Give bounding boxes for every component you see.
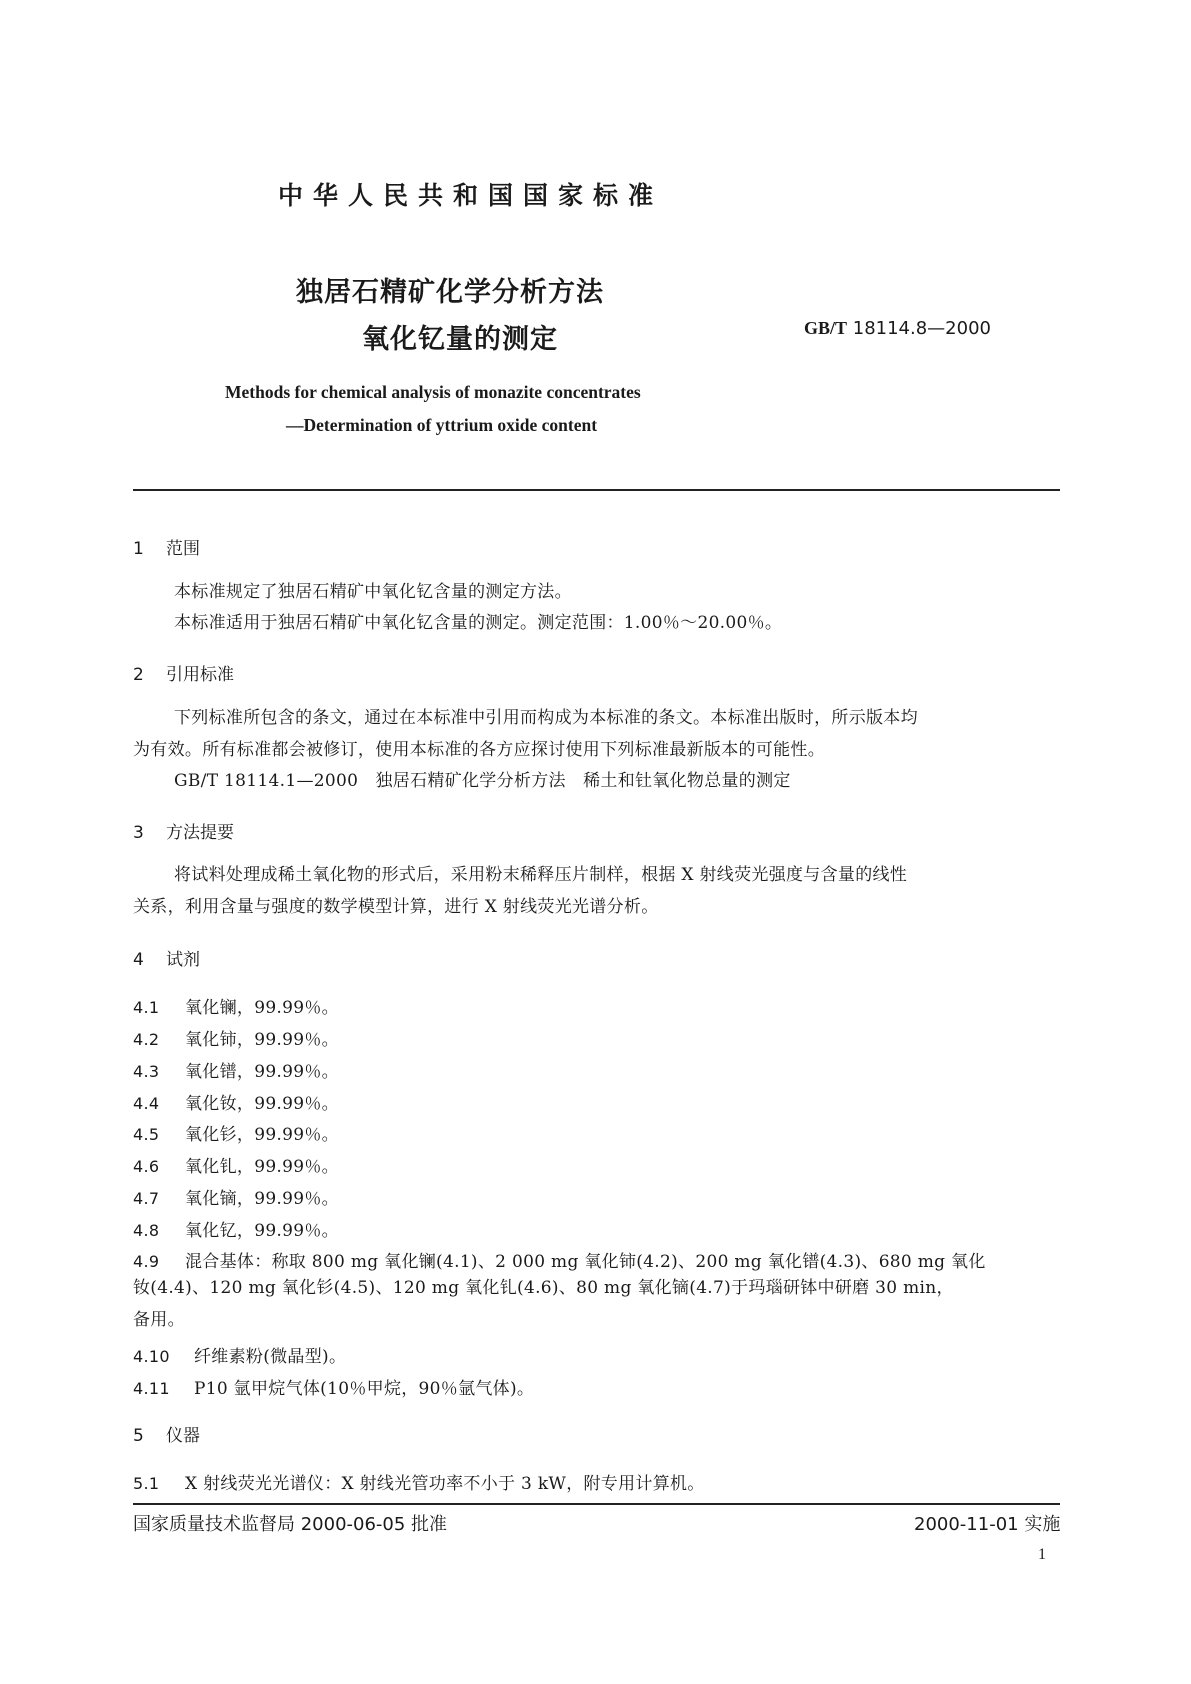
reagent-item-mixed-matrix: 4.9 混合基体：称取 800 mg 氧化镧(4.1)、2 000 mg 氧化铈(4.2)、200 mg 氧化镨(4.3)、680 mg 氧化	[133, 1252, 986, 1272]
reagent-item: 4.5 氧化钐，99.99％。	[133, 1125, 339, 1145]
standard-number-prefix: GB/T	[804, 318, 848, 338]
section-2-paragraph-line2: 为有效。所有标准都会被修订，使用本标准的各方应探讨使用下列标准最新版本的可能性。	[133, 740, 825, 760]
page-number: 1	[1038, 1546, 1046, 1563]
document-title-line2: 氧化钇量的测定	[362, 324, 558, 355]
national-standard-heading: 中华人民共和国国家标准	[278, 181, 664, 210]
section-3-heading: 3 方法提要	[133, 823, 234, 843]
section-3-paragraph-line1: 将试料处理成稀土氧化物的形式后，采用粉末稀释压片制样，根据 X 射线荧光强度与含量的线性	[174, 865, 908, 885]
section-2-paragraph-line1: 下列标准所包含的条文，通过在本标准中引用而构成为本标准的条文。本标准出版时，所示版本均	[174, 708, 918, 728]
english-title-line2: —Determination of yttrium oxide content	[286, 415, 598, 435]
reagent-item: 4.1 氧化镧，99.99％。	[133, 998, 339, 1018]
footer-divider	[133, 1503, 1060, 1505]
section-1-paragraph-2: 本标准适用于独居石精矿中氧化钇含量的测定。测定范围：1.00％～20.00％。	[174, 613, 783, 633]
section-2-reference: GB/T 18114.1—2000 独居石精矿化学分析方法 稀土和钍氧化物总量的测定	[174, 771, 791, 791]
section-4-heading: 4 试剂	[133, 950, 200, 970]
reagent-item: 4.10 纤维素粉(微晶型)。	[133, 1347, 347, 1367]
approval-line: 国家质量技术监督局 2000-06-05 批准	[133, 1514, 448, 1535]
standard-number-value: 18114.8—2000	[847, 318, 991, 339]
english-title-line1: Methods for chemical analysis of monazite concentrates	[225, 382, 641, 402]
reagent-item: 4.4 氧化钕，99.99％。	[133, 1094, 339, 1114]
reagent-item: 4.11 P10 氩甲烷气体(10％甲烷，90％氩气体)。	[133, 1379, 535, 1399]
standard-number	[804, 318, 991, 339]
reagent-item: 4.6 氧化钆，99.99％。	[133, 1157, 339, 1177]
reagent-item-mixed-matrix-line2: 钕(4.4)、120 mg 氧化钐(4.5)、120 mg 氧化钆(4.6)、80 mg 氧化镝(4.7)于玛瑙研钵中研磨 30 min，	[133, 1278, 954, 1298]
section-1-paragraph-1: 本标准规定了独居石精矿中氧化钇含量的测定方法。	[174, 582, 572, 602]
section-3-paragraph-line2: 关系，利用含量与强度的数学模型计算，进行 X 射线荧光光谱分析。	[133, 897, 659, 917]
reagent-item: 4.7 氧化镝，99.99％。	[133, 1189, 339, 1209]
section-1-heading: 1 范围	[133, 539, 200, 559]
section-5-heading: 5 仪器	[133, 1426, 200, 1446]
document-title-line1: 独居石精矿化学分析方法	[296, 277, 604, 308]
apparatus-item: 5.1 X 射线荧光光谱仪：X 射线光管功率不小于 3 kW，附专用计算机。	[133, 1474, 705, 1494]
reagent-item: 4.3 氧化镨，99.99％。	[133, 1062, 339, 1082]
reagent-item: 4.2 氧化铈，99.99％。	[133, 1030, 339, 1050]
section-2-heading: 2 引用标准	[133, 665, 234, 685]
implementation-date: 2000-11-01 实施	[914, 1514, 1061, 1535]
reagent-item: 4.8 氧化钇，99.99％。	[133, 1221, 339, 1241]
reagent-item-mixed-matrix-line3: 备用。	[133, 1310, 185, 1330]
header-divider	[133, 489, 1060, 491]
